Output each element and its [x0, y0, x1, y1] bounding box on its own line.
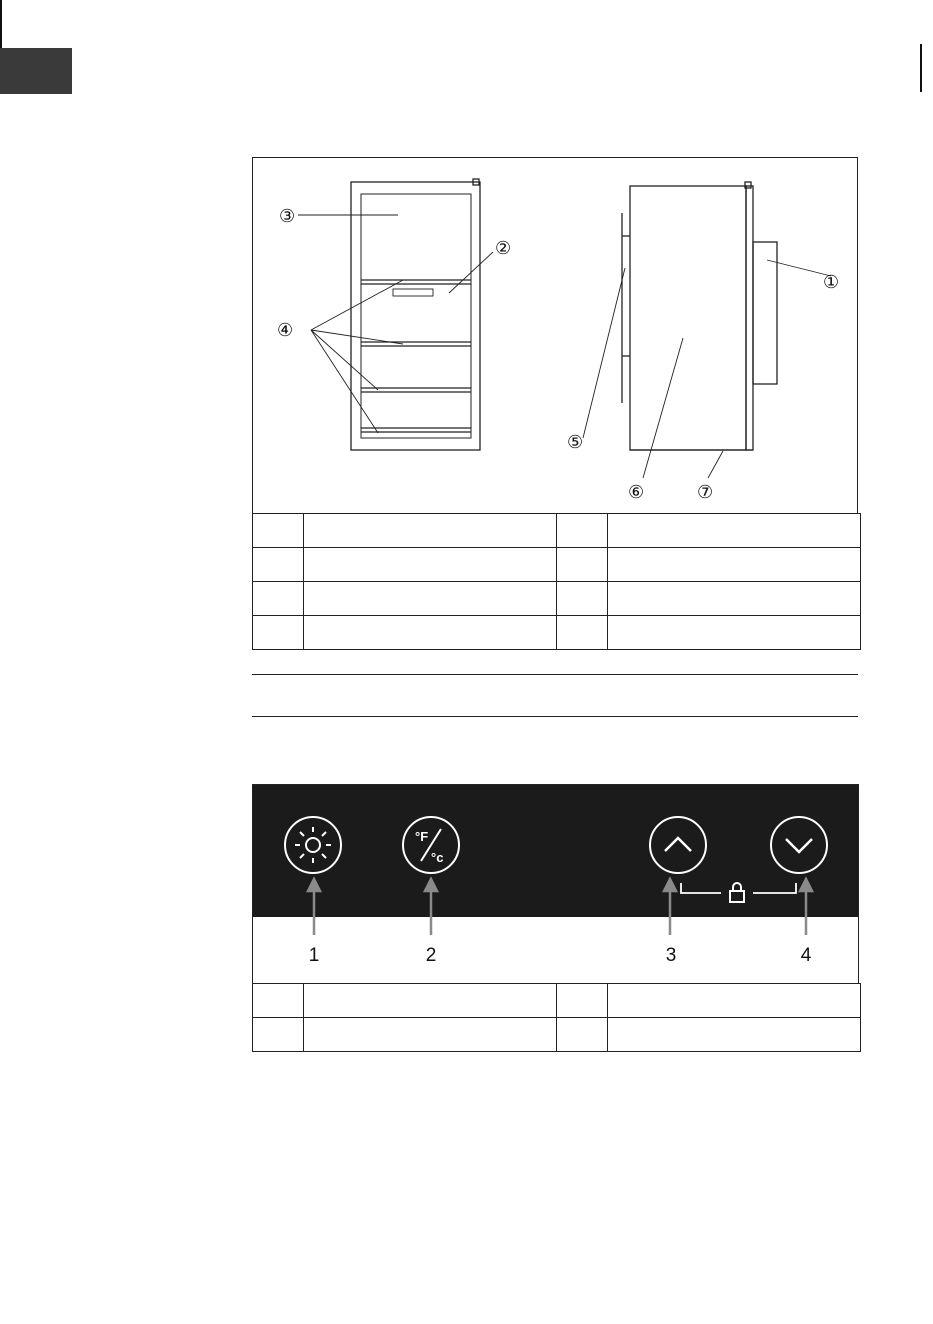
legend-cell [253, 582, 304, 616]
control-panel-figure [252, 784, 859, 983]
chevron-up-icon [650, 817, 706, 873]
front-view-body [351, 182, 480, 450]
legend-cell [253, 548, 304, 582]
section-rule-top [252, 674, 858, 675]
button-number-3: 3 [665, 945, 677, 966]
table-row [253, 548, 861, 582]
legend-cell [608, 1018, 861, 1052]
fahrenheit-label: °F [415, 829, 429, 844]
callout-6: ⑥ [628, 482, 645, 503]
legend-cell [557, 514, 608, 548]
page-edge-mark-left [0, 0, 2, 48]
table-row [253, 984, 861, 1018]
language-tab [0, 48, 72, 94]
device-drawing [253, 158, 859, 514]
table-row [253, 514, 861, 548]
button-number-2: 2 [425, 945, 437, 966]
legend-cell [253, 616, 304, 650]
legend-cell [557, 616, 608, 650]
legend-cell [304, 514, 557, 548]
callout-5: ⑤ [567, 432, 584, 453]
legend-cell [253, 514, 304, 548]
callout-2: ② [495, 238, 512, 259]
callout-7: ⑦ [697, 482, 714, 503]
device-parts-legend [252, 513, 861, 650]
callout-3: ③ [279, 206, 296, 227]
lock-icon [730, 883, 744, 902]
callout-1: ① [823, 272, 840, 293]
side-view-body [630, 186, 746, 450]
legend-cell [304, 984, 557, 1018]
legend-cell [557, 984, 608, 1018]
chevron-down-icon [771, 817, 827, 873]
table-row [253, 616, 861, 650]
table-row [253, 1018, 861, 1052]
button-number-4: 4 [800, 945, 812, 966]
legend-cell [608, 616, 861, 650]
device-overview-figure [252, 157, 858, 513]
section-rule-bottom [252, 716, 858, 717]
light-bulb-sun-icon [285, 817, 341, 873]
legend-cell [608, 514, 861, 548]
legend-cell [304, 1018, 557, 1052]
legend-cell [608, 548, 861, 582]
control-panel-drawing [253, 785, 859, 983]
legend-cell [304, 548, 557, 582]
control-panel-legend [252, 983, 861, 1052]
legend-cell [304, 616, 557, 650]
table-row [253, 582, 861, 616]
legend-cell [253, 984, 304, 1018]
fahrenheit-celsius-icon [403, 817, 459, 873]
page-edge-mark-right [920, 44, 922, 92]
button-number-1: 1 [308, 945, 320, 966]
legend-cell [253, 1018, 304, 1052]
legend-cell [608, 582, 861, 616]
legend-cell [304, 582, 557, 616]
legend-cell [608, 984, 861, 1018]
legend-cell [557, 582, 608, 616]
celsius-label: °c [431, 850, 444, 865]
callout-4: ④ [277, 320, 294, 341]
legend-cell [557, 548, 608, 582]
legend-cell [557, 1018, 608, 1052]
